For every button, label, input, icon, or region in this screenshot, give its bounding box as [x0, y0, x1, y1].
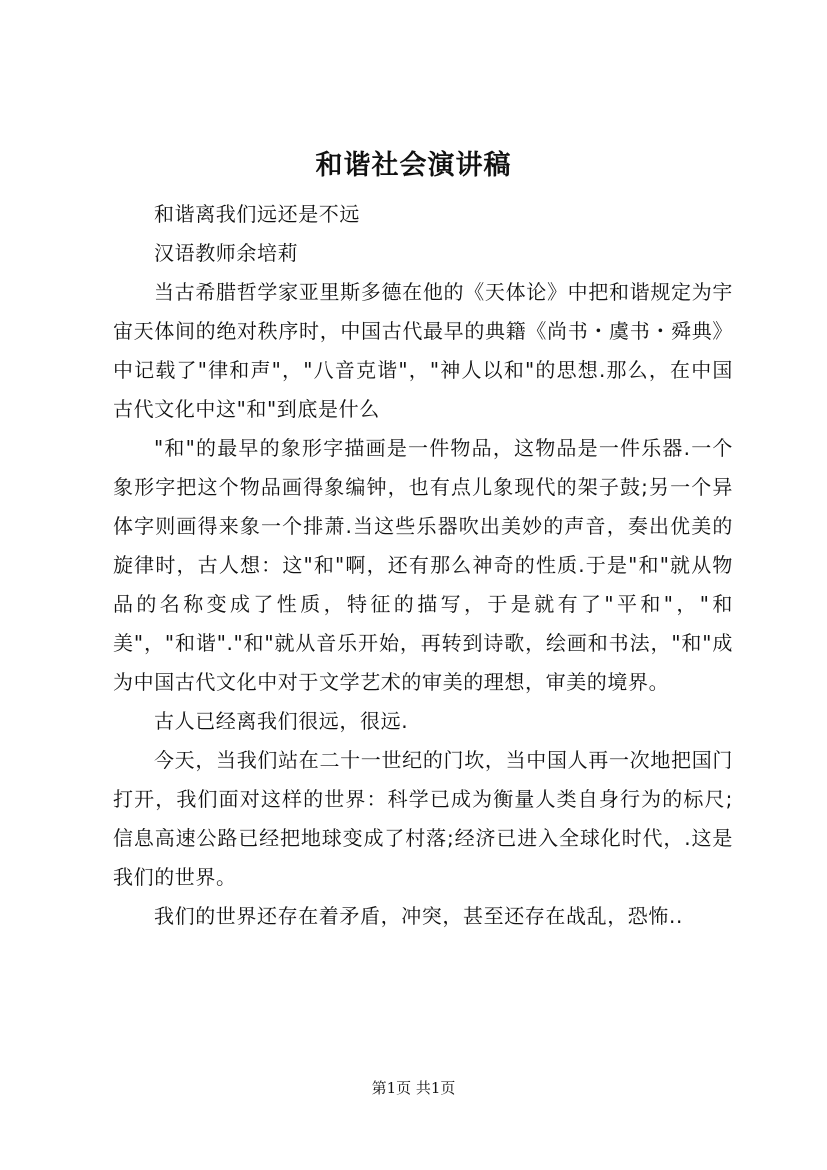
page-number-footer: 第1页 共1页	[371, 1079, 456, 1097]
paragraph-body: 古人已经离我们很远，很远.	[154, 709, 409, 733]
paragraph-body: 当古希腊哲学家亚里斯多德在他的《天体论》中把和谐规定为宇宙天体间的绝对秩序时，中国古代最早的典籍《尚书・虞书・舜典》中记载了"律和声"，"八音克谐"，"神人以和"的思想.那么，在中国古代文化中这"和"到底是什么	[113, 280, 733, 421]
paragraph-body: 我们的世界还存在着矛盾，冲突，甚至还存在战乱，恐怖..	[154, 904, 683, 928]
paragraph-body: 今天，当我们站在二十一世纪的门坎，当中国人再一次地把国门打开，我们面对这样的世界：科学已成为衡量人类自身行为的标尺;信息高速公路已经把地球变成了村落;经济已进入全球化时代，.这是我们的世界。	[113, 748, 733, 889]
paragraph-author: 汉语教师余培莉	[154, 241, 299, 265]
document-body	[113, 195, 733, 936]
document-title: 和谐社会演讲稿	[315, 150, 512, 181]
paragraph-body: "和"的最早的象形字描画是一件物品，这物品是一件乐器.一个象形字把这个物品画得象编钟，也有点儿象现代的架子鼓;另一个异体字则画得来象一个排萧.当这些乐器吹出美妙的声音，奏出优美的旋律时，古人想：这"和"啊，还有那么神奇的性质.于是"和"就从物品的名称变成了性质，特征的描写，于是就有了"平和"，"和美"，"和谐"."和"就从音乐开始，再转到诗歌，绘画和书法，"和"成为中国古代文化中对于文学艺术的审美的理想，审美的境界。	[113, 436, 733, 694]
paragraph-subtitle: 和谐离我们远还是不远	[154, 202, 360, 226]
